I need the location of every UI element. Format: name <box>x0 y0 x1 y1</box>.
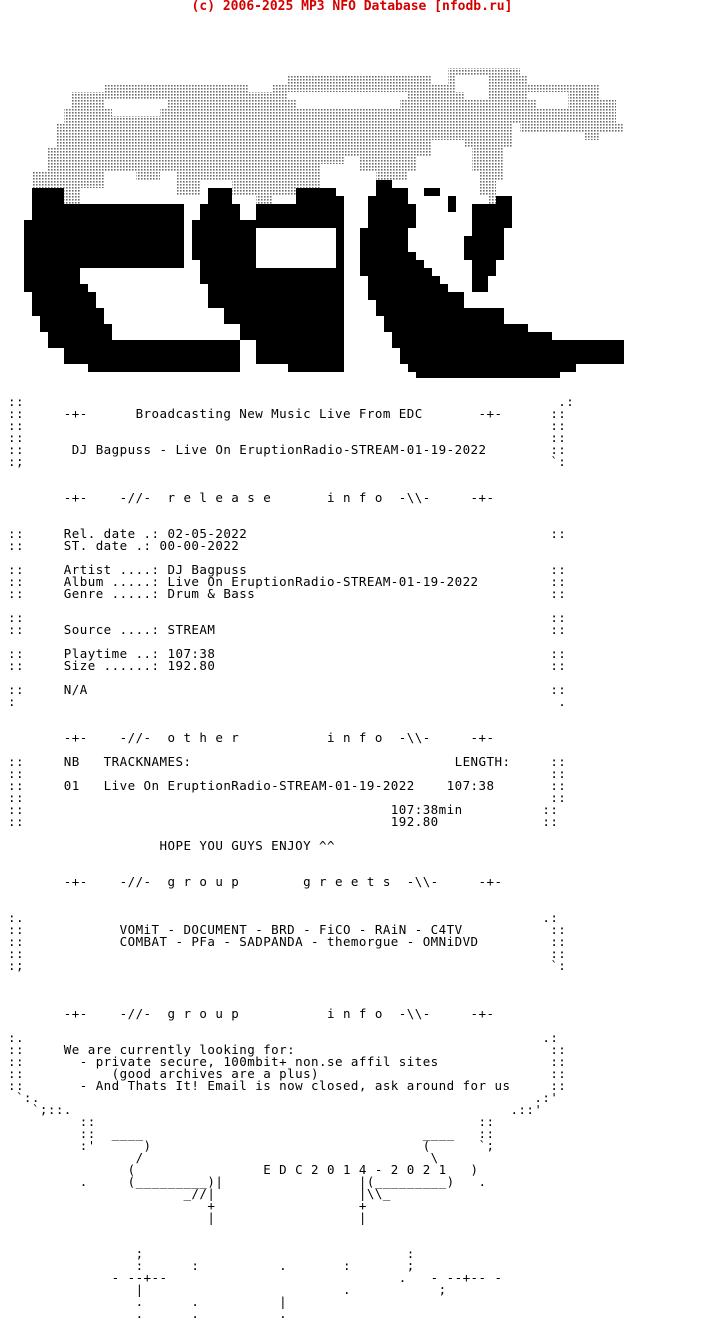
logo-letters <box>24 180 624 378</box>
edc-logo <box>0 28 704 378</box>
site-header: (c) 2006-2025 MP3 NFO Database [nfodb.ru] <box>191 0 513 14</box>
nfo-body: :: .: :: -+- Broadcasting New Music Live From EDC -+- :: :: :: :: :: :: DJ Bagpuss - Live On EruptionRadio-STREAM-01-19-2022 :: :; `: -+- -//- r e l e a s e i n f o -\\- -+- :: Rel. date .: 02-05-2022 :: :: ST. date .: 00-00-2022 :: Artist ....: DJ Bagpuss :: :: Album .....: Live On EruptionRadio-STREAM-01-19-2022 :: :: Genre .....: Drum & Bass :: :: :: :: Source ....: STREAM :: :: Playtime ..: 107:38 :: :: Size ......: 192.80 :: :: N/A :: : . -+- -//- o t h e r i n f o -\\- -+- :: NB TRACKNAMES: LENGTH: :: :: :: :: 01 Live On EruptionRadio-STREAM-01-19-2022 107:38 :: :: :: :: 107:38min :: :: 192.80 :: HOPE YOU GUYS ENJOY ^^ -+- -//- g r o u p g r e e t s -\\- -+- :. .: :: VOMiT - DOCUMENT - BRD - FiCO - RAiN - C4TV :: :: COMBAT - PFa - SADPANDA - themorgue - OMNiDVD :: :: :: :; `: -+- -//- g r o u p i n f o -\\- -+- :. .: :: We are currently looking for: :: :: - private secure, 100mbit+ non.se affil sites :: :: (good archives are a plus) :: :: - And Thats It! Email is now closed, ask around for us :: `:. .:' `;::. .::' :: :: :: ____ ____ :: :' ) ( `; / \ ( E D C 2 0 1 4 - 2 0 2 1 ) . (_________)| |(_________) . _//| |\\_ + + | | ; : : : . : ; - --+-- . - --+-- - | . ; . . | . . . <box>7 394 575 1321</box>
